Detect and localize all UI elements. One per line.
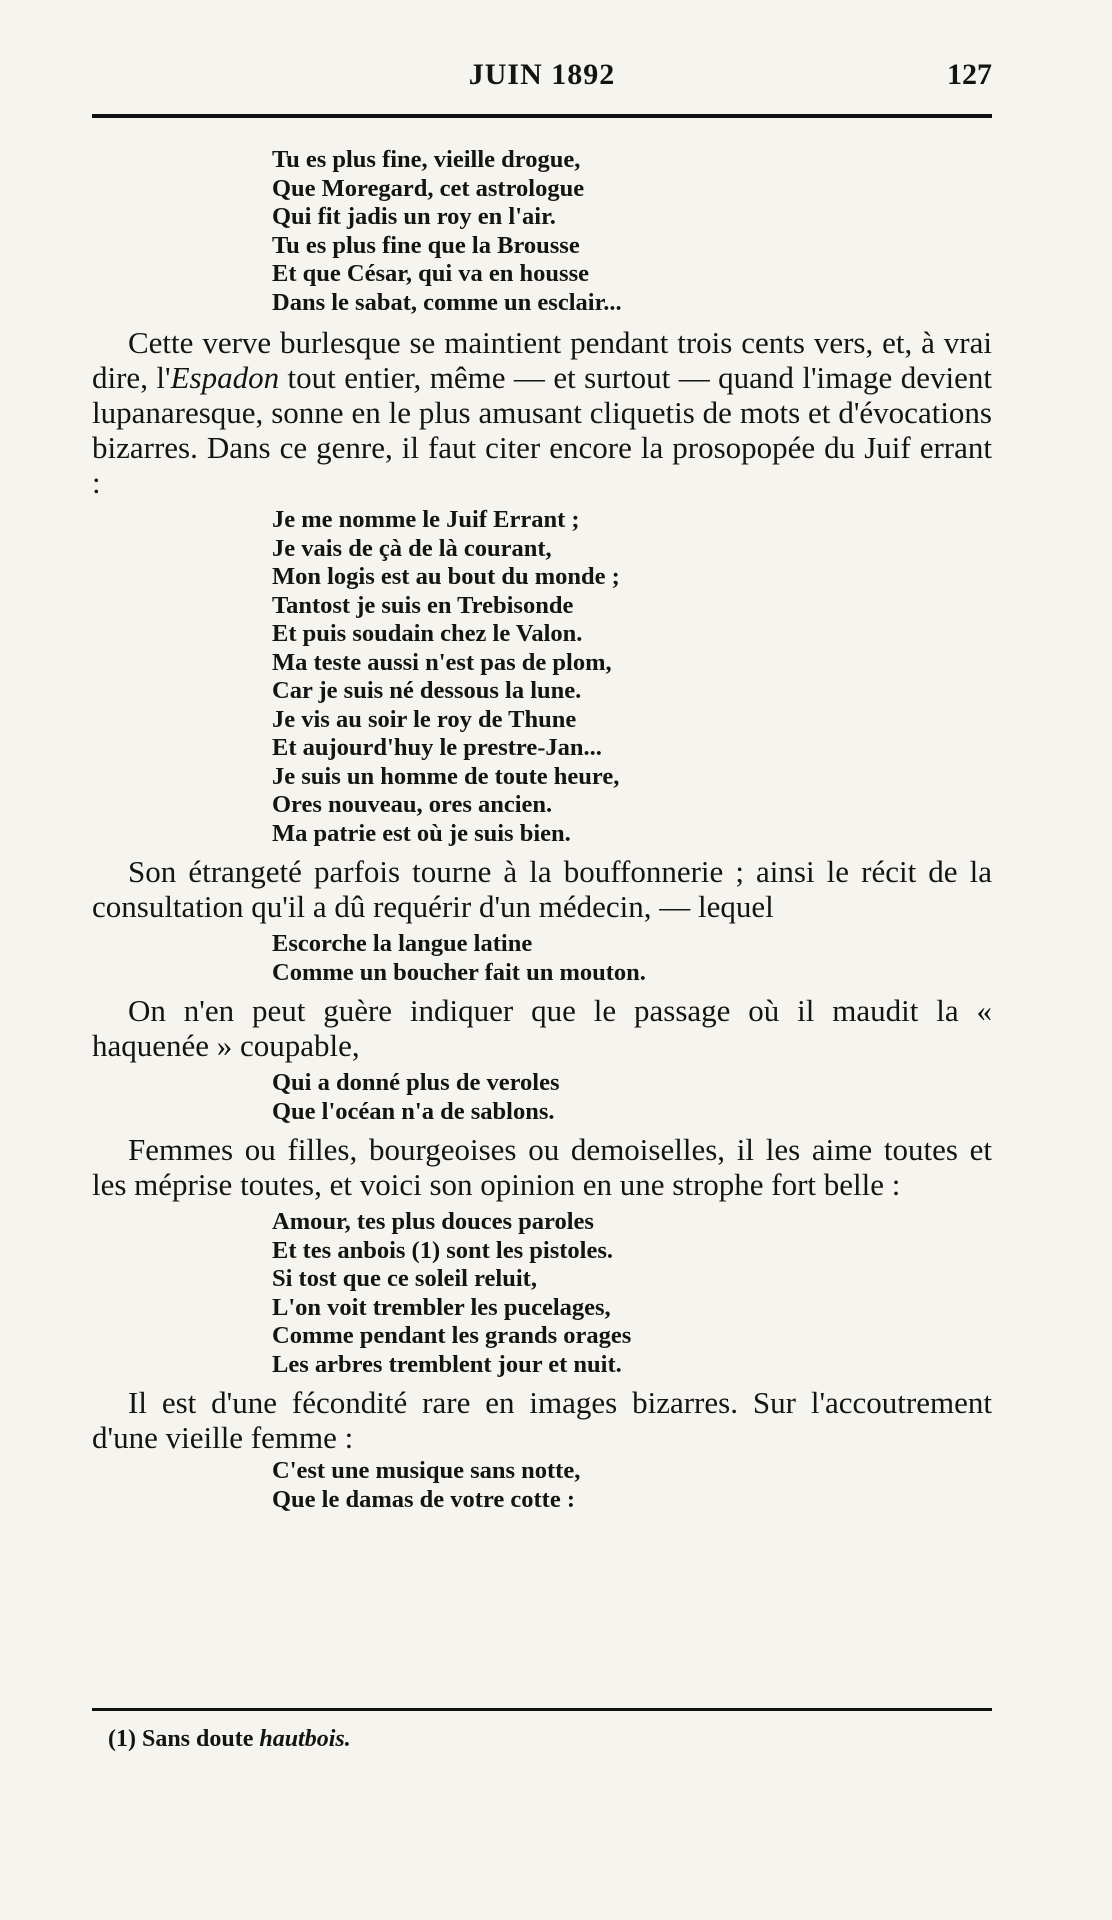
verse-line: Que Moregard, cet astrologue (272, 174, 585, 202)
verse-line: Comme pendant les grands orages (272, 1322, 632, 1349)
verse-line: Escorche la langue latine (272, 930, 533, 957)
page-number: 127 (947, 58, 992, 91)
verse-line: Ma teste aussi n'est pas de plom, (272, 648, 612, 676)
verse-block (92, 506, 992, 848)
verse-block (92, 146, 992, 317)
book-title: Espadon (170, 360, 280, 395)
verse-line: C'est une musique sans notte, (272, 1457, 581, 1484)
footnote-text: (1) Sans doute (108, 1726, 260, 1752)
paragraph: On n'en peut guère indiquer que le passage où il maudit la « haquenée » coupable, (92, 993, 992, 1063)
verse-line: Mon logis est au bout du monde ; (272, 563, 620, 590)
verse-line: Tantost je suis en Trebisonde (272, 591, 574, 619)
verse-line: Tu es plus fine, vieille drogue, (272, 146, 581, 173)
verse-line: Je vis au soir le roy de Thune (272, 705, 577, 733)
paragraph: Son étrangeté parfois tourne à la bouffonnerie ; ainsi le récit de la consultation qu'il a dû requérir d'un médecin, — lequel (92, 854, 992, 924)
page-body (92, 146, 992, 1514)
paragraph-text: Cette verve burlesque se maintient pendant trois cents vers, et, à vrai dire, l' (92, 325, 992, 395)
verse-line: Qui a donné plus de veroles (272, 1069, 560, 1096)
header-rule (92, 114, 992, 118)
verse-block (92, 1457, 992, 1514)
verse-line: Et tes anbois (1) sont les pistoles. (272, 1236, 613, 1264)
verse-line: Amour, tes plus douces paroles (272, 1208, 594, 1235)
running-title: JUIN 1892 (468, 58, 616, 91)
verse-line: Comme un boucher fait un mouton. (272, 958, 646, 986)
verse-line: Si tost que ce soleil reluit, (272, 1265, 537, 1292)
verse-line: Ores nouveau, ores ancien. (272, 791, 553, 818)
verse-line: Je me nomme le Juif Errant ; (272, 506, 580, 533)
verse-line: Car je suis né dessous la lune. (272, 677, 582, 704)
verse-line: Que le damas de votre cotte : (272, 1485, 575, 1513)
verse-line: Dans le sabat, comme un esclair... (272, 288, 622, 316)
page-header (92, 58, 992, 102)
verse-block (92, 1069, 992, 1126)
verse-line: Et aujourd'huy le prestre-Jan... (272, 734, 602, 761)
verse-block (92, 930, 992, 987)
footnote (108, 1726, 351, 1753)
paragraph: Il est d'une fécondité rare en images bizarres. Sur l'accoutrement d'une vieille femme : (92, 1385, 992, 1455)
verse-line: Ma patrie est où je suis bien. (272, 819, 571, 847)
paragraph (92, 325, 992, 500)
verse-line: L'on voit trembler les pucelages, (272, 1293, 611, 1321)
verse-line: Et que César, qui va en housse (272, 260, 589, 287)
verse-line: Les arbres tremblent jour et nuit. (272, 1350, 622, 1378)
paragraph-text: tout entier, même — et surtout — quand l'image devient lupanaresque, sonne en le plus amusant cliquetis de mots et d'évocations bizarres. Dans ce genre, il faut citer encore la prosopopée du Juif errant : (92, 360, 992, 500)
verse-line: Je vais de çà de là courant, (272, 534, 552, 562)
footnote-rule (92, 1708, 992, 1711)
paragraph: Femmes ou filles, bourgeoises ou demoiselles, il les aime toutes et les méprise toutes, et voici son opinion en une strophe fort belle : (92, 1132, 992, 1202)
verse-line: Je suis un homme de toute heure, (272, 762, 620, 790)
verse-line: Tu es plus fine que la Brousse (272, 231, 580, 259)
verse-line: Que l'océan n'a de sablons. (272, 1097, 555, 1125)
verse-line: Qui fit jadis un roy en l'air. (272, 203, 556, 230)
verse-block (92, 1208, 992, 1379)
footnote-term: hautbois. (259, 1726, 351, 1752)
verse-line: Et puis soudain chez le Valon. (272, 620, 583, 647)
